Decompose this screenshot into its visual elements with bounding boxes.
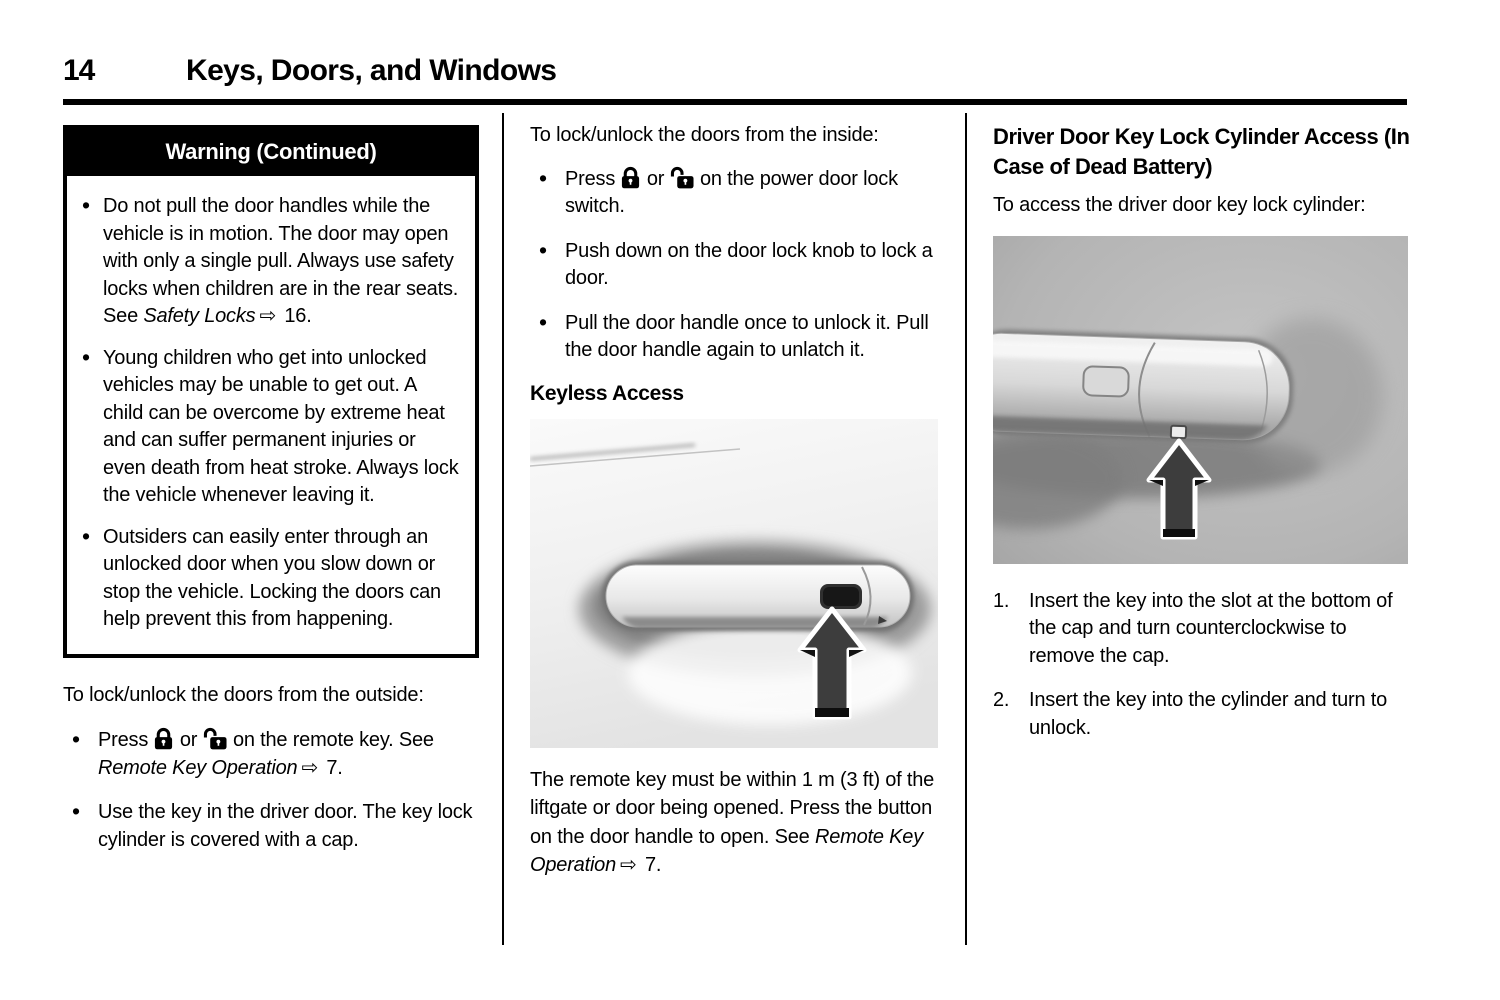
paragraph-outside-intro: To lock/unlock the doors from the outside: xyxy=(63,683,424,706)
list-item-text: Pull the door handle once to unlock it. Pull the door handle again to unlatch it. xyxy=(565,311,929,361)
list-item-text: or xyxy=(641,167,670,190)
step-number: 2. xyxy=(993,689,1010,711)
list-item-text: on the power door lock switch. xyxy=(565,167,898,217)
warning-bullet xyxy=(81,345,459,510)
lock-icon xyxy=(620,166,641,189)
list-item xyxy=(530,166,939,221)
warning-bullet xyxy=(81,524,459,634)
list-item-text: Use the key in the driver door. The key lock cylinder is covered with a cap. xyxy=(98,801,473,851)
list-item-text: Press xyxy=(98,729,154,751)
warning-box xyxy=(63,125,479,658)
warning-bullet-text: 16. xyxy=(279,305,312,327)
step-item xyxy=(993,687,1410,742)
warning-box-title: Warning (Continued) xyxy=(67,129,475,176)
step-text: Insert the key into the cylinder and turn to unlock. xyxy=(1029,689,1388,739)
list-item-text: or xyxy=(174,729,203,751)
handle-button xyxy=(1083,366,1129,397)
list-item xyxy=(63,799,479,854)
cross-reference: Safety Locks xyxy=(143,305,256,327)
key-slot xyxy=(1171,425,1186,438)
warning-bullet-text: Outsiders can easily enter through an unlocked door when you slow down or stop the vehicle. Locking the doors can help prevent this from happening. xyxy=(103,525,441,630)
list-item-text: 7. xyxy=(321,756,343,779)
list-item-text: Press xyxy=(565,167,621,190)
warning-bullet-text: Young children who get into unlocked vehicles may be unable to get out. A child can be overcome by extreme heat and can suffer permanent injuries or even death from heat stroke. Always lock the vehicle whenever leaving it. xyxy=(103,346,459,506)
unlock-icon xyxy=(670,166,695,189)
paragraph-cylinder-intro: To access the driver door key lock cylinder: xyxy=(993,194,1366,216)
key-lock-cylinder-image xyxy=(993,236,1410,564)
caption-text: The remote key must be within 1 m (3 ft) of the liftgate or door being opened. Press the button on the door handle to open. See xyxy=(530,768,935,848)
list-item-text: Push down on the door lock knob to lock a door. xyxy=(565,239,933,289)
page-ref-arrow-icon: ⇨ xyxy=(620,854,637,876)
cross-reference: Remote Key Operation xyxy=(530,825,924,876)
column-divider xyxy=(502,113,504,945)
list-item-text: on the remote key. See xyxy=(227,729,434,751)
list-item xyxy=(63,727,479,782)
section-heading: Driver Door Key Lock Cylinder Access (In Case of Dead Battery) xyxy=(993,124,1410,179)
page-ref-arrow-icon: ⇨ xyxy=(301,756,319,779)
page-number: 14 xyxy=(63,54,95,87)
lock-icon xyxy=(153,727,174,750)
list-item xyxy=(530,238,939,293)
warning-bullet-text: Do not pull the door handles while the vehicle is in motion. The door may open with only a single pull. Always use safety locks when children are in the rear seats. See xyxy=(103,195,459,327)
page-title: Keys, Doors, and Windows xyxy=(186,54,557,87)
page-ref-arrow-icon: ⇨ xyxy=(259,305,277,327)
step-item xyxy=(993,588,1410,671)
column-middle xyxy=(530,122,939,880)
column-left xyxy=(63,122,479,871)
column-divider xyxy=(965,113,967,945)
step-text: Insert the key into the slot at the bottom of the cap and turn counterclockwise to remove the cap. xyxy=(1029,589,1393,667)
caption-text: 7. xyxy=(639,854,662,876)
column-right xyxy=(993,122,1410,759)
cross-reference: Remote Key Operation xyxy=(98,756,298,779)
keyless-access-image xyxy=(530,419,939,748)
list-item xyxy=(530,310,939,365)
header-rule xyxy=(63,99,1407,105)
keyless-access-heading: Keyless Access xyxy=(530,381,684,405)
warning-box-body xyxy=(67,176,475,654)
unlock-icon xyxy=(203,727,228,750)
warning-bullet xyxy=(81,193,459,331)
paragraph-inside-intro: To lock/unlock the doors from the inside: xyxy=(530,124,879,146)
door-handle xyxy=(993,327,1295,445)
keyless-access-caption xyxy=(530,766,939,880)
step-number: 1. xyxy=(993,589,1010,612)
